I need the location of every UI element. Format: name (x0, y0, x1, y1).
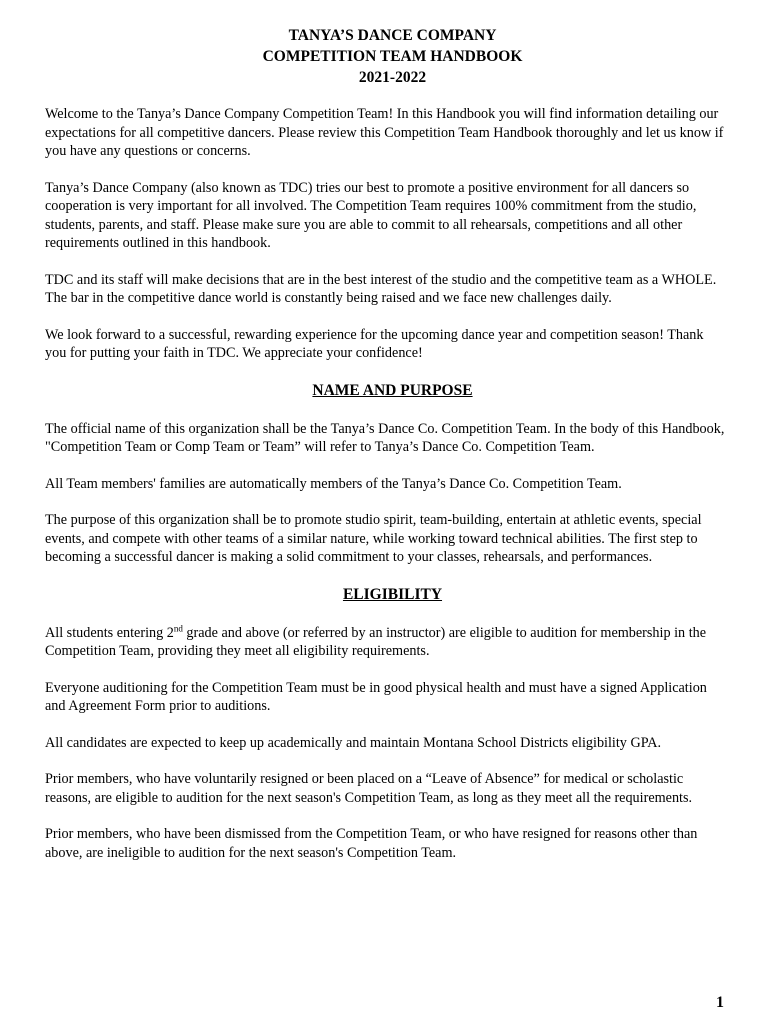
eligibility-paragraph-prior-dismissed: Prior members, who have been dismissed from the Competition Team, or who have resigned for reasons other than above, are ineligible to audition for the next season's Competition Team. (45, 826, 698, 861)
name-purpose-paragraph-purpose: The purpose of this organization shall be to promote studio spirit, team-building, entertain at athletic events, special events, and compete with other teams of a similar nature, while working toward technical abilities. The first step to becoming a successful dancer is making a solid commitment to your classes, rehearsals, and performances. (45, 512, 702, 565)
eligibility-grade-superscript: nd (173, 622, 183, 633)
document-page (45, 25, 725, 880)
intro-paragraph-decisions: TDC and its staff will make decisions that are in the best interest of the studio and the competitive team as a WHOLE. The bar in the competitive dance world is constantly being raised and we face new challenges daily. (45, 271, 717, 306)
eligibility-grade-text-before: All students entering 2 (45, 624, 174, 641)
section-heading-eligibility: ELIGIBILITY (342, 585, 443, 603)
intro-paragraph-environment: Tanya’s Dance Company (also known as TDC) tries our best to promote a positive environment for all dancers so cooperation is very important for all involved. The Competition Team requires 100% commitment from the studio, students, parents, and staff. Please make sure you are able to commit to all rehearsals, competitions and all other requirements outlined in this handbook. (45, 179, 697, 251)
intro-paragraph-thanks: We look forward to a successful, rewarding experience for the upcoming dance year and competition season! Thank you for putting your faith in TDC. We appreciate your confidence! (45, 326, 704, 361)
page-number: 1 (716, 994, 724, 1011)
document-title (45, 25, 725, 88)
name-purpose-paragraph-families: All Team members' families are automatically members of the Tanya’s Dance Co. Competition Team. (45, 475, 622, 492)
eligibility-paragraph-prior-resigned: Prior members, who have voluntarily resigned or been placed on a “Leave of Absence” for medical or scholastic reasons, are eligible to audition for the next season's Competition Team, as long as they meet all the requirements. (45, 771, 693, 806)
title-handbook: COMPETITION TEAM HANDBOOK (262, 48, 523, 65)
eligibility-grade-text-after: grade and above (or referred by an instructor) are eligible to audition for membership in the Competition Team, providing they meet all eligibility requirements. (45, 624, 707, 659)
eligibility-paragraph-grade (45, 624, 725, 661)
eligibility-paragraph-academics: All candidates are expected to keep up academically and maintain Montana School Districts eligibility GPA. (45, 734, 662, 751)
eligibility-paragraph-health: Everyone auditioning for the Competition Team must be in good physical health and must have a signed Application and Agreement Form prior to auditions. (45, 679, 707, 714)
section-heading-name-purpose: NAME AND PURPOSE (312, 381, 473, 399)
name-purpose-paragraph-official-name: The official name of this organization shall be the Tanya’s Dance Co. Competition Team. In the body of this Handbook, "Competition Team or Comp Team or Team” will refer to Tanya’s Dance Co. Competition Team. (45, 420, 725, 455)
intro-paragraph-welcome: Welcome to the Tanya’s Dance Company Competition Team! In this Handbook you will find information detailing our expectations for all competitive dancers. Please review this Competition Team Handbook thoroughly and let us know if you have any questions or concerns. (45, 106, 724, 159)
title-company: TANYA’S DANCE COMPANY (288, 27, 497, 44)
title-season: 2021-2022 (358, 69, 427, 86)
